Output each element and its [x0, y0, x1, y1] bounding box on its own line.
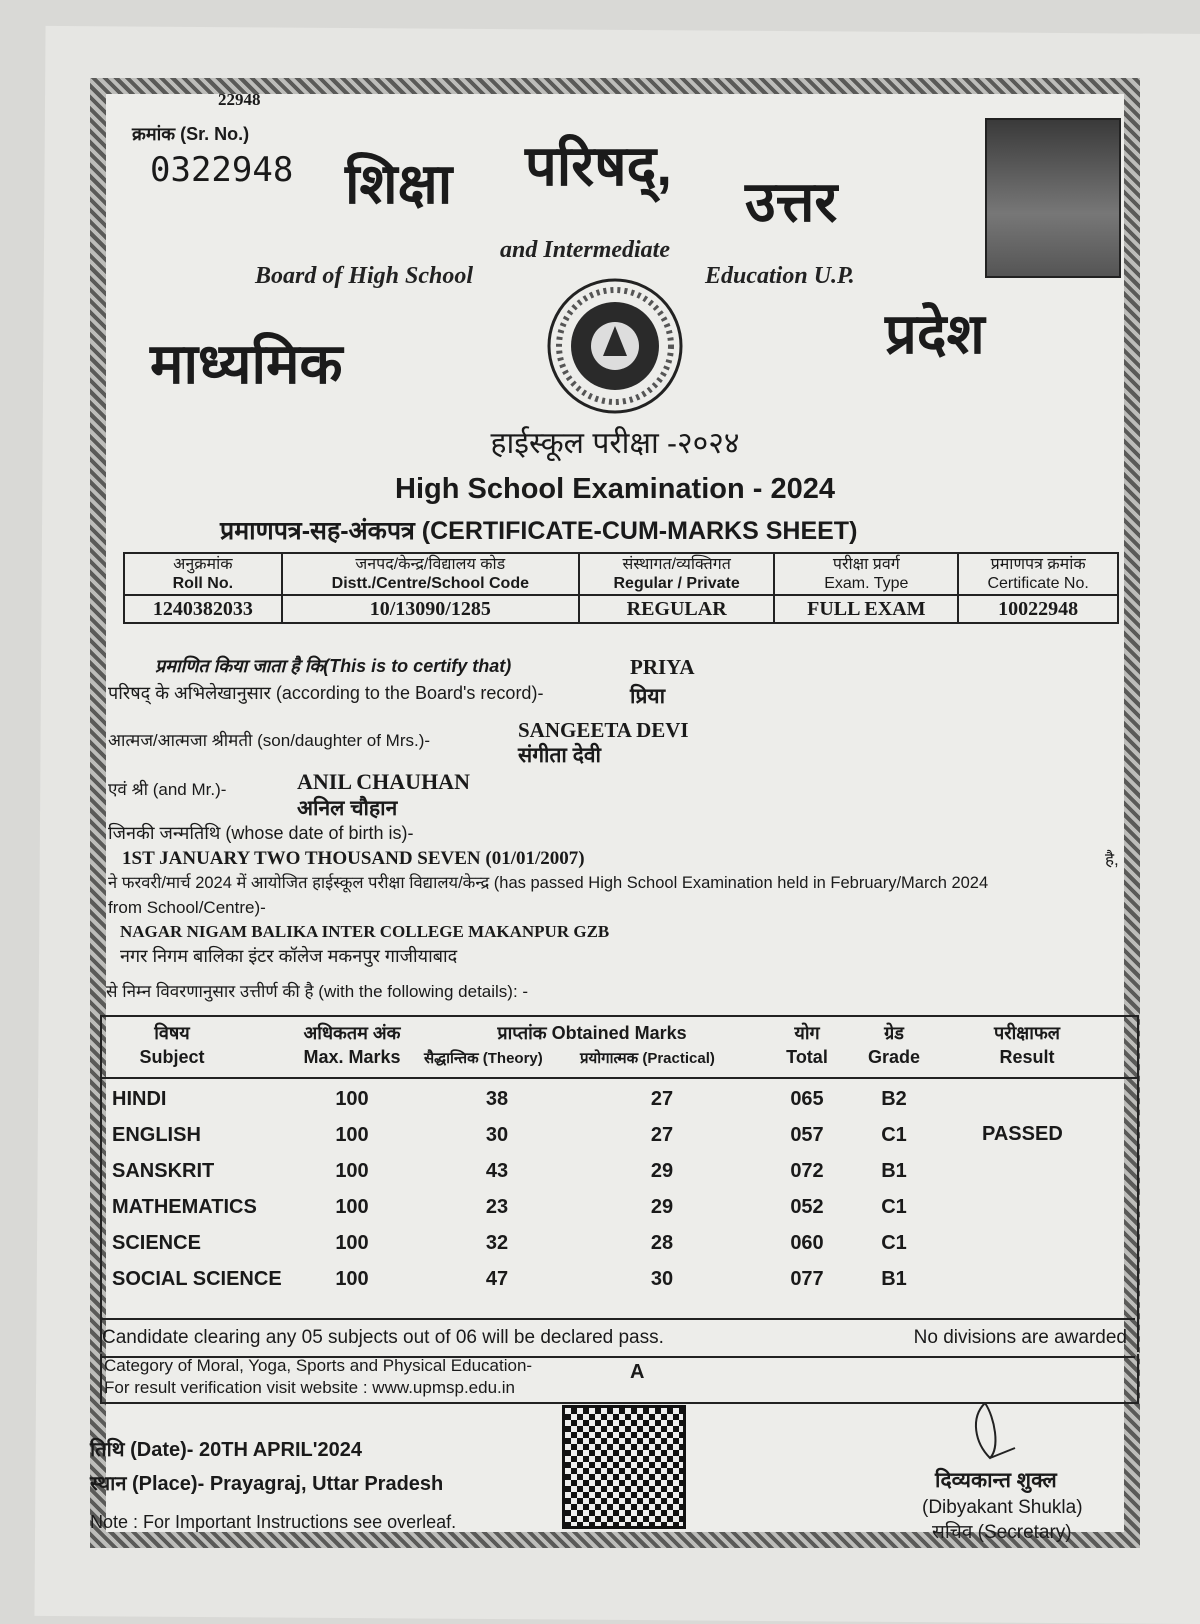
header-grade: ग्रेड Grade	[867, 1023, 921, 1067]
marks-grade: B2	[881, 1088, 907, 1110]
marks-theory: 43	[485, 1160, 509, 1182]
board-name-hindi-word: माध्यमिक	[150, 332, 343, 395]
marks-table	[100, 1015, 1139, 1352]
verification-link[interactable]: For result verification visit website : www.upmsp.edu.in	[104, 1378, 515, 1397]
mother-name-hi: संगीता देवी	[518, 744, 601, 767]
marks-header	[102, 1017, 1137, 1079]
issue-place: Prayagraj, Uttar Pradesh	[209, 1473, 444, 1495]
marks-total: 052	[790, 1196, 824, 1218]
signer-designation: सचिव (Secretary)	[932, 1522, 1072, 1543]
header-subject: विषय Subject	[139, 1023, 205, 1067]
header-theory: सैद्धान्तिक (Theory)	[424, 1050, 543, 1067]
header-roll: अनुक्रमांक Roll No.	[124, 553, 282, 595]
marks-max: 100	[335, 1124, 369, 1146]
marks-practical: 27	[650, 1088, 674, 1110]
marks-max: 100	[335, 1268, 369, 1290]
header-max: अधिकतम अंक Max. Marks	[303, 1023, 401, 1067]
roll-no: 1240382033	[124, 595, 282, 623]
moral-row	[100, 1354, 1139, 1404]
father-name-en: ANIL CHAUHAN	[297, 769, 470, 794]
board-name-hindi-word: उत्तर	[745, 170, 838, 233]
marks-row	[102, 1159, 1137, 1195]
board-record-line: परिषद् के अभिलेखानुसार (according to the Board's record)-	[108, 683, 544, 703]
regular-private: REGULAR	[579, 595, 774, 623]
marks-max: 100	[335, 1232, 369, 1254]
date-of-birth: 1ST JANUARY TWO THOUSAND SEVEN (01/01/2007)	[122, 848, 585, 869]
header-obtained: प्राप्तांक Obtained Marks	[497, 1023, 687, 1043]
date-row: तिथि (Date)- 20TH APRIL'2024	[90, 1439, 362, 1461]
sheet-title: प्रमाणपत्र-सह-अंकपत्र (CERTIFICATE-CUM-MARKS SHEET)	[220, 517, 858, 545]
header-code: जनपद/केन्द्र/विद्यालय कोड Distt./Centre/School Code	[282, 553, 579, 595]
father-label: एवं श्री (and Mr.)-	[108, 780, 227, 799]
marks-total: 072	[790, 1160, 824, 1182]
board-name-english-part: Board of High School	[255, 263, 474, 289]
qr-code[interactable]	[562, 1405, 686, 1529]
header-result: परीक्षाफल Result	[994, 1023, 1060, 1067]
board-seal	[545, 276, 685, 416]
signature	[965, 1398, 1045, 1466]
school-code: 10/13090/1285	[282, 595, 579, 623]
board-name-hindi-word: प्रदेश	[885, 302, 985, 365]
dob-label: जिनकी जन्मतिथि (whose date of birth is)-	[108, 823, 414, 843]
marks-max: 100	[335, 1088, 369, 1110]
marks-practical: 30	[650, 1268, 674, 1290]
marks-practical: 29	[650, 1160, 674, 1182]
marks-subject: SANSKRIT	[112, 1160, 215, 1182]
marks-practical: 27	[650, 1124, 674, 1146]
divisions-note: No divisions are awarded	[913, 1327, 1127, 1348]
marks-grade: C1	[881, 1232, 907, 1254]
marks-grade: C1	[881, 1196, 907, 1218]
school-name-hi: नगर निगम बालिका इंटर कॉलेज मकनपुर गाजीयाबाद	[120, 946, 458, 966]
board-name-english-part: Education U.P.	[705, 263, 855, 289]
marks-total: 077	[790, 1268, 824, 1290]
marks-theory: 30	[485, 1124, 509, 1146]
mother-label: आत्मज/आत्मजा श्रीमती (son/daughter of Mrs.)-	[108, 731, 431, 750]
marks-grade: B1	[881, 1160, 907, 1182]
board-name-hindi-word: शिक्षा	[345, 152, 453, 215]
header-certificate: प्रमाणपत्र क्रमांक Certificate No.	[958, 553, 1118, 595]
board-name-english-part: and Intermediate	[500, 237, 671, 263]
marks-theory: 23	[485, 1196, 509, 1218]
marks-row	[102, 1087, 1137, 1123]
marks-row	[102, 1267, 1137, 1303]
marks-row	[102, 1195, 1137, 1231]
note: Note : For Important Instructions see overleaf.	[90, 1512, 457, 1532]
marks-subject: MATHEMATICS	[112, 1196, 257, 1218]
passed-line: ने फरवरी/मार्च 2024 में आयोजित हाईस्कूल परीक्षा विद्यालय/केन्द्र (has passed High School Examination held in February/March 2024	[108, 874, 989, 892]
exam-title-english: High School Examination - 2024	[395, 473, 835, 505]
pass-rule-row	[100, 1318, 1135, 1358]
signer-name-en: (Dibyakant Shukla)	[922, 1497, 1083, 1518]
school-name-en: NAGAR NIGAM BALIKA INTER COLLEGE MAKANPUR GZB	[120, 922, 610, 941]
exam-title-hindi: हाईस्कूल परीक्षा -२०२४	[490, 427, 740, 460]
info-table	[123, 552, 1119, 624]
marks-subject: SOCIAL SCIENCE	[112, 1268, 282, 1290]
marks-theory: 38	[485, 1088, 509, 1110]
marks-grade: C1	[881, 1124, 907, 1146]
marks-max: 100	[335, 1196, 369, 1218]
certify-line: प्रमाणित किया जाता है कि(This is to certify that)	[155, 656, 512, 676]
signer-name-hi: दिव्यकान्त शुक्ल	[935, 1469, 1057, 1492]
candidate-name-en: PRIYA	[630, 655, 695, 679]
marks-grade: B1	[881, 1268, 907, 1290]
moral-label: Category of Moral, Yoga, Sports and Physical Education-	[104, 1356, 533, 1375]
marks-subject: SCIENCE	[112, 1232, 201, 1254]
marks-row	[102, 1231, 1137, 1267]
issue-date: 20TH APRIL'2024	[199, 1439, 362, 1461]
marks-practical: 29	[650, 1196, 674, 1218]
marks-practical: 28	[650, 1232, 674, 1254]
father-name-hi: अनिल चौहान	[297, 797, 398, 820]
header-exam-type: परीक्षा प्रवर्ग Exam. Type	[774, 553, 958, 595]
header-practical: प्रयोगात्मक (Practical)	[580, 1050, 715, 1067]
marks-theory: 32	[485, 1232, 509, 1254]
hai-text: है,	[1105, 850, 1119, 869]
marks-subject: ENGLISH	[112, 1124, 201, 1146]
pass-rule: Candidate clearing any 05 subjects out of 06 will be declared pass.	[102, 1327, 664, 1348]
marks-theory: 47	[485, 1268, 509, 1290]
result-status: PASSED	[982, 1123, 1063, 1145]
sr-number: 0322948	[150, 150, 294, 190]
marks-total: 065	[790, 1088, 824, 1110]
header-total: योग Total	[786, 1023, 828, 1067]
marks-subject: HINDI	[112, 1088, 167, 1110]
top-number: 22948	[218, 90, 261, 109]
marks-total: 057	[790, 1124, 824, 1146]
board-name-hindi-word: परिषद्,	[525, 134, 672, 197]
marks-max: 100	[335, 1160, 369, 1182]
place-row: स्थान (Place)- Prayagraj, Uttar Pradesh	[90, 1473, 444, 1495]
mother-name-en: SANGEETA DEVI	[518, 718, 689, 742]
sr-label: क्रमांक (Sr. No.)	[132, 124, 250, 144]
school-label: from School/Centre)-	[108, 898, 266, 917]
moral-grade: A	[630, 1361, 645, 1383]
details-line: से निम्न विवरणानुसार उत्तीर्ण की है (with the following details): -	[106, 982, 529, 1001]
exam-type: FULL EXAM	[774, 595, 958, 623]
header-regular: संस्थागत/व्यक्तिगत Regular / Private	[579, 553, 774, 595]
certificate-no: 10022948	[958, 595, 1118, 623]
candidate-name-hi: प्रिया	[630, 685, 666, 708]
marks-total: 060	[790, 1232, 824, 1254]
candidate-photo	[985, 118, 1121, 278]
